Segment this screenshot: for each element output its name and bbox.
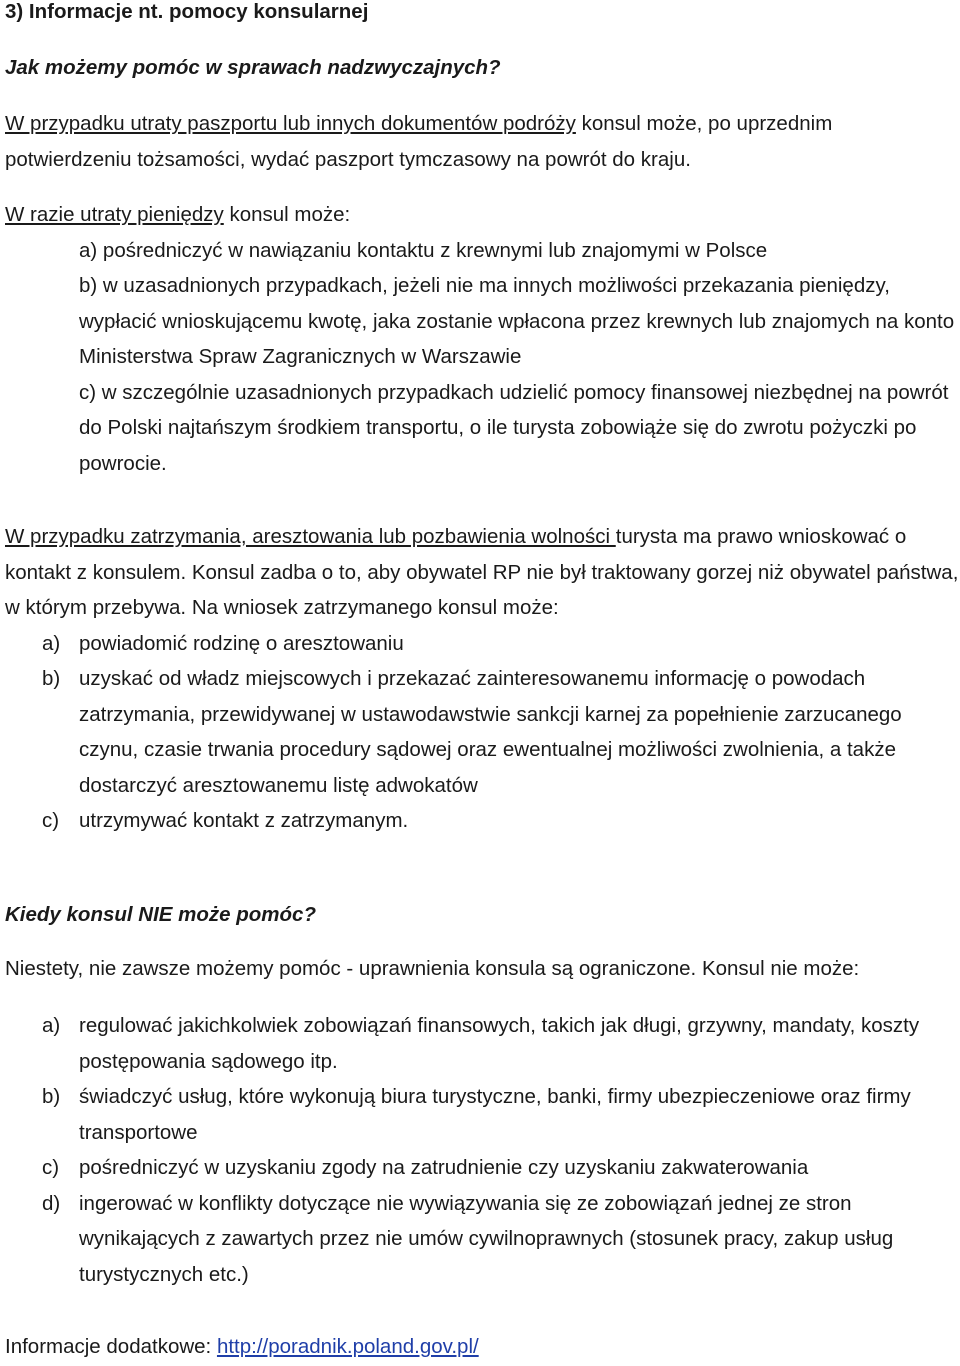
list-marker: b) xyxy=(42,1085,61,1108)
list-marker: c) xyxy=(42,1156,60,1179)
paragraph-intro xyxy=(5,197,960,233)
question-heading-help: Jak możemy pomóc w sprawach nadzwyczajnych? xyxy=(5,56,501,79)
list-text: uzyskać od władz miejscowych i przekazać zainteresowanemu informację o powodach zatrzymania, przewidywanej w ustawodawstwie sankcji karnej za popełnienie zarzucanego czynu, czasie trwania procedury sądowej oraz ewentualnej możliwości zwolnienia, a także dostarczyć aresztowanemu listę adwokatów xyxy=(79,667,902,797)
list-item xyxy=(5,1186,960,1293)
list-item: b) w uzasadnionych przypadkach, jeżeli nie ma innych możliwości przekazania pieniędzy, wypłacić wnioskującemu kwotę, jaka zostanie wpłacona przez krewnych lub znajomych na konto Ministerstwa Spraw Zagranicznych w Warszawie xyxy=(79,274,955,368)
paragraph-limitations: Niestety, nie zawsze możemy pomóc - uprawnienia konsula są ograniczone. Konsul nie może: xyxy=(5,957,860,980)
additional-info-line xyxy=(5,1329,960,1365)
list-item xyxy=(5,661,960,803)
limitations-list xyxy=(5,1008,960,1292)
paragraph-text: turysta ma prawo wnioskować o kontakt z konsulem. Konsul zadba o to, aby obywatel RP nie był traktowany gorzej niż obywatel państwa, w którym przebywa. Na wniosek zatrzymanego konsul może: xyxy=(5,525,959,619)
list-marker: a) xyxy=(42,1014,61,1037)
list-item xyxy=(5,1079,960,1150)
poradnik-link[interactable]: http://poradnik.poland.gov.pl/ xyxy=(216,1335,479,1358)
underlined-phrase: W przypadku zatrzymania, aresztowania lub pozbawienia wolności xyxy=(5,525,616,548)
paragraph-lost-money xyxy=(5,197,960,481)
arrest-help-list xyxy=(5,626,960,839)
list-marker: d) xyxy=(42,1191,61,1215)
list-text: powiadomić rodzinę o aresztowaniu xyxy=(79,631,404,655)
list-marker: a) xyxy=(42,631,61,655)
list-item: c) w szczególnie uzasadnionych przypadkach udzielić pomocy finansowej niezbędnej na powrót do Polski najtańszym środkiem transportu, o ile turysta zobowiąże się do zwrotu pożyczki po powrocie. xyxy=(79,380,949,475)
paragraph-arrest xyxy=(5,519,960,839)
list-text: świadczyć usług, które wykonują biura turystyczne, banki, firmy ubezpieczeniowe oraz firmy transportowe xyxy=(79,1085,911,1144)
paragraph-intro xyxy=(5,519,960,626)
list-item xyxy=(5,1150,960,1186)
list-text: ingerować w konflikty dotyczące nie wywiązywania się ze zobowiązań jednej ze stron wynikających z zawartych przez nie umów cywilnoprawnych (stosunek pracy, zakup usług turystycznych etc.) xyxy=(79,1191,894,1286)
list-item xyxy=(5,1008,960,1079)
underlined-phrase: W razie utraty pieniędzy xyxy=(5,203,224,226)
question-heading-cannot-help: Kiedy konsul NIE może pomóc? xyxy=(5,903,316,926)
list-item xyxy=(5,803,960,839)
list-text: regulować jakichkolwiek zobowiązań finansowych, takich jak długi, grzywny, mandaty, koszty postępowania sądowego itp. xyxy=(79,1014,920,1073)
list-text: utrzymywać kontakt z zatrzymanym. xyxy=(79,809,409,832)
paragraph-lost-passport xyxy=(5,106,960,177)
list-item xyxy=(5,626,960,662)
additional-info-label: Informacje dodatkowe: xyxy=(5,1335,217,1358)
list-marker: b) xyxy=(42,667,61,690)
paragraph-text: konsul może: xyxy=(223,203,351,226)
list-text: pośredniczyć w uzyskaniu zgody na zatrudnienie czy uzyskaniu zakwaterowania xyxy=(79,1156,809,1179)
list-marker: c) xyxy=(42,809,60,832)
section-title: 3) Informacje nt. pomocy konsularnej xyxy=(5,0,369,23)
paragraph-text: konsul może, po uprzednim potwierdzeniu tożsamości, wydać paszport tymczasowy na powrót do kraju. xyxy=(5,112,833,171)
list-item: a) pośredniczyć w nawiązaniu kontaktu z krewnymi lub znajomymi w Polsce xyxy=(79,238,768,262)
underlined-phrase: W przypadku utraty paszportu lub innych dokumentów podróży xyxy=(5,112,576,135)
